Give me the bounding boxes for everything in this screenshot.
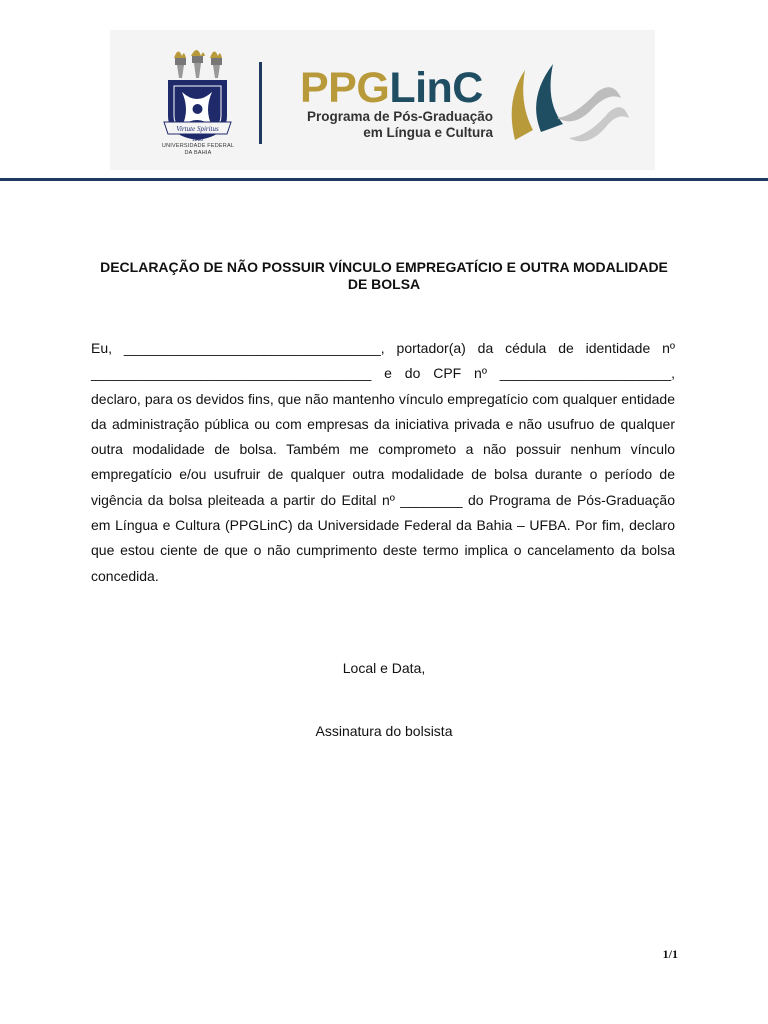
wordmark-linc: LinC xyxy=(389,64,483,112)
page-number: 1/1 xyxy=(662,947,678,961)
ufba-caption-line2: DA BAHIA xyxy=(184,150,212,156)
letterhead xyxy=(0,0,768,180)
ufba-caption xyxy=(150,143,246,157)
letterhead-divider xyxy=(259,62,262,144)
ufba-motto-text: Virtute Spiritus xyxy=(176,125,219,133)
program-subtitle-line1: Programa de Pós-Graduação xyxy=(306,109,493,124)
ppglinc-wordmark xyxy=(300,64,483,112)
ufba-year-text: 1808 xyxy=(191,137,204,143)
ufba-caption-line1: UNIVERSIDADE FEDERAL xyxy=(161,143,235,149)
local-and-date-line: Local e Data, xyxy=(342,660,426,676)
document-title: DECLARAÇÃO DE NÃO POSSUIR VÍNCULO EMPREGATÍCIO E OUTRA MODALIDADE DE BOLSA xyxy=(100,259,668,292)
wordmark-ppg: PPG xyxy=(300,64,390,112)
signature-line: Assinatura do bolsista xyxy=(315,723,453,739)
declaration-body: Eu, _________________________________, portador(a) da cédula de identidade nº ____________________________________ e do CPF nº ______________________, declaro, para os devidos fins, que não mantenho vínculo empregatício com qualquer entidade da administração pública ou com empresas da iniciativa privada e não usufruo de qualquer outra modalidade de bolsa. Também me comprometo a não possuir nenhum vínculo empregatício e/ou usufruir de qualquer outra modalidade de bolsa durante o período de vigência da bolsa pleiteada a partir do Edital nº ________ do Programa de Pós-Graduação em Língua e Cultura (PPGLinC) da Universidade Federal da Bahia – UFBA. Por fim, declaro que estou ciente de que o não cumprimento deste termo implica o cancelamento da bolsa concedida. xyxy=(91,340,675,584)
ppglinc-swoosh-logo-icon xyxy=(505,58,630,150)
header-rule xyxy=(0,178,768,181)
program-subtitle-line2: em Língua e Cultura xyxy=(363,125,493,140)
program-subtitle xyxy=(303,109,493,141)
